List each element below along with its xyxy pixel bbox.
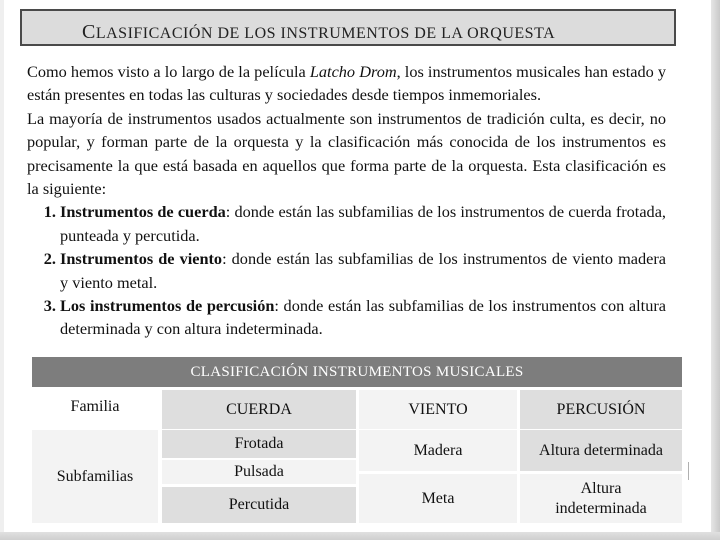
classification-table [32, 357, 682, 523]
list-item [60, 200, 666, 247]
list-item-text: : donde están las subfamilias de los instrumentos de viento madera y viento metal. [60, 249, 666, 292]
classification-list [27, 200, 666, 340]
subfamily-percutida: Percutida [162, 487, 356, 523]
subfamily-pulsada: Pulsada [162, 460, 356, 484]
intro-paragraph-1 [27, 60, 666, 107]
row-label-subfamilias: Subfamilias [32, 430, 158, 523]
subfamily-metal: Meta [359, 474, 517, 523]
subfamily-frotada: Frotada [162, 430, 356, 458]
title-rest: LASIFICACIÓN DE LOS INSTRUMENTOS DE LA ORQUESTA [95, 25, 556, 42]
family-viento: VIENTO [359, 390, 517, 429]
title-initial: C [82, 21, 96, 43]
intro-paragraph-2: La mayoría de instrumentos usados actualmente son instrumentos de tradición culta, es decir, no popular, y forman parte de la orquesta y la clasificación más conocida de los instrumentos es precisamente la que está basada en aquellos que forma parte de la orquesta. Esta clasificación es la siguiente: [27, 108, 666, 199]
subfamily-madera: Madera [359, 430, 517, 471]
slide-bottom-edge [0, 532, 720, 540]
list-item [60, 294, 666, 341]
body-text [27, 60, 666, 341]
list-item-heading: Los instrumentos de percusión [60, 296, 275, 316]
list-item-heading: Instrumentos de viento [60, 249, 223, 269]
row-label-familia: Familia [32, 387, 158, 427]
slide-right-edge [711, 0, 720, 540]
family-percusion: PERCUSIÓN [520, 390, 682, 429]
table-title: CLASIFICACIÓN INSTRUMENTOS MUSICALES [32, 357, 682, 387]
list-item-text: : donde están las subfamilias de los instrumentos de cuerda frotada, punteada y percutida. [60, 202, 666, 245]
slide-title-box [20, 9, 676, 46]
scroll-indicator [683, 462, 689, 480]
family-cuerda: CUERDA [162, 390, 356, 429]
intro-p1-before: Como hemos visto a lo largo de la película [27, 62, 310, 81]
subfamily-altura-indeterminada: Altura indeterminada [520, 474, 682, 523]
film-title: Latcho Drom [309, 62, 397, 81]
slide-left-edge [0, 0, 4, 540]
list-item [60, 247, 666, 294]
subfamily-altura-determinada: Altura determinada [520, 430, 682, 471]
list-item-text: : donde están las subfamilias de los instrumentos con altura determinada y con altura indeterminada. [60, 296, 666, 339]
list-item-heading: Instrumentos de cuerda [60, 202, 226, 222]
intro-p1-after: , los instrumentos musicales han estado y están presentes en todas las culturas y sociedades desde tiempos inmemoriales. [27, 62, 666, 105]
slide-title [82, 21, 555, 44]
